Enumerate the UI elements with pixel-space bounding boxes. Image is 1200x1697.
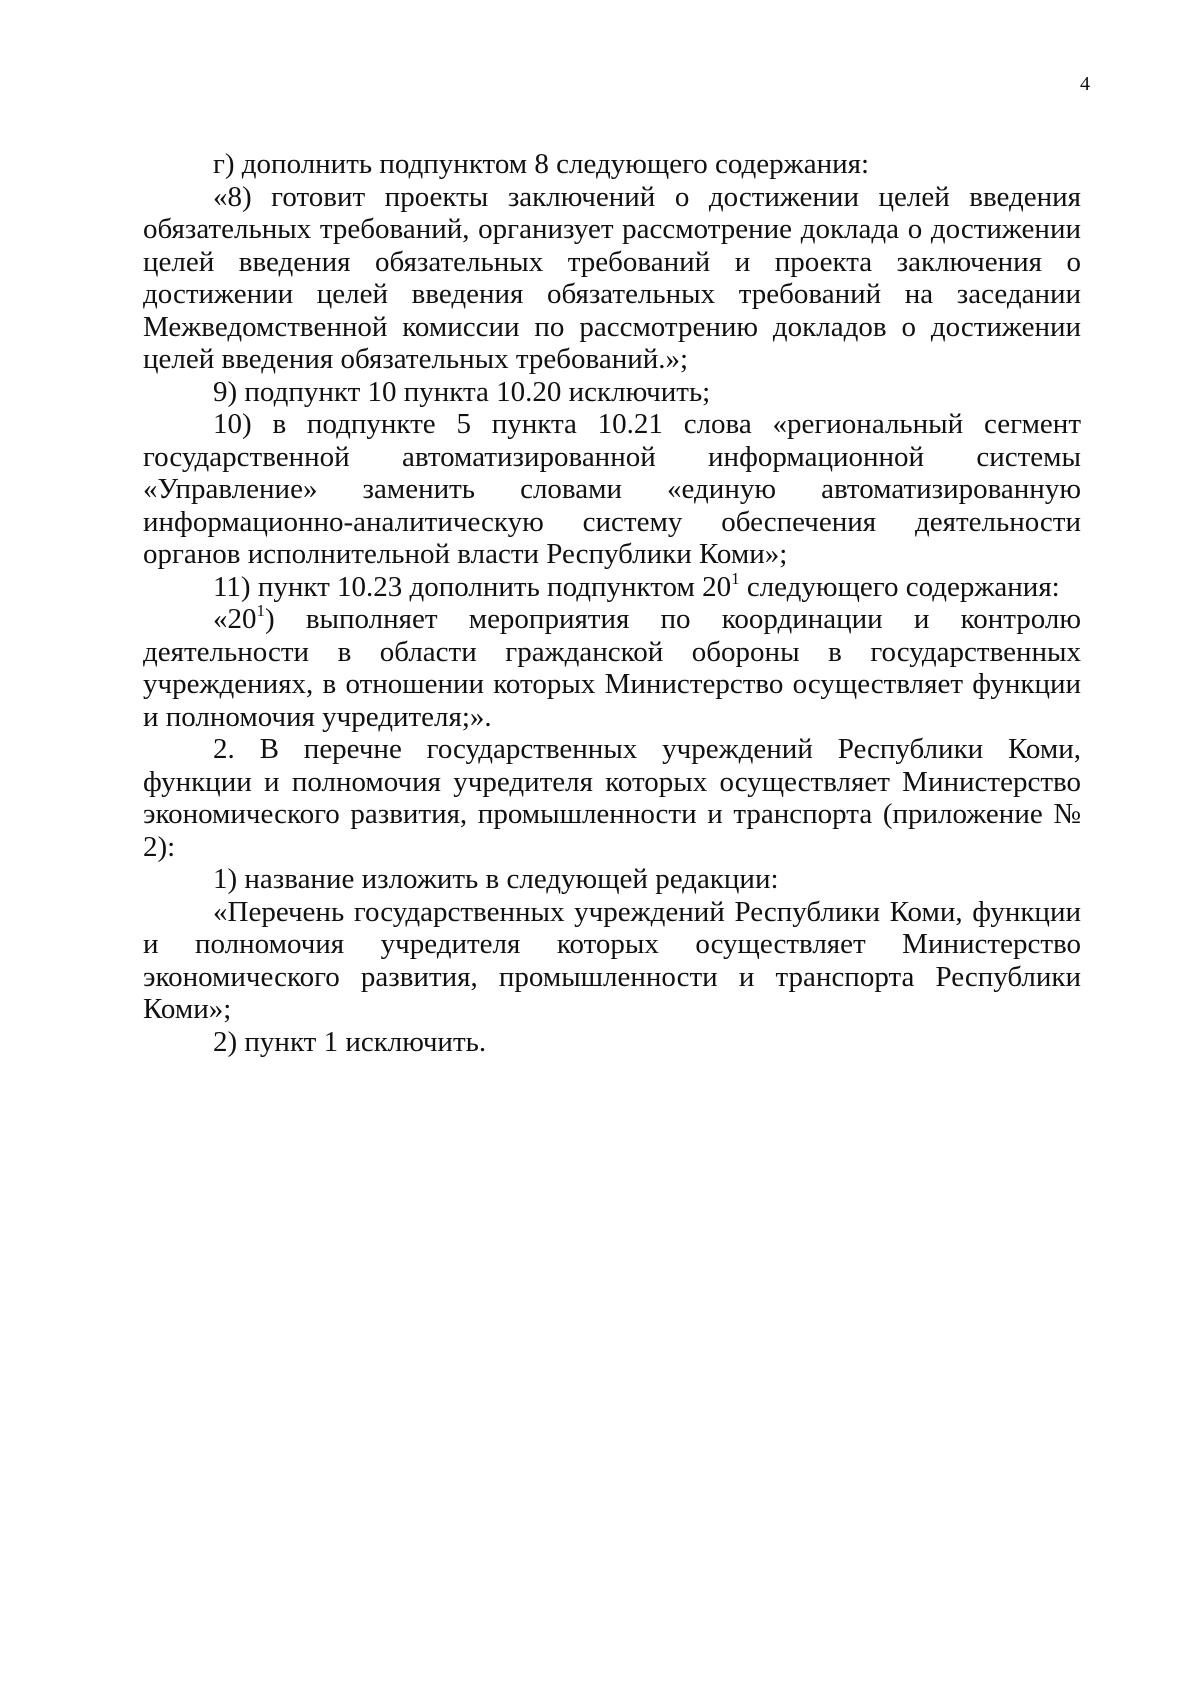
paragraph-quote-20-1-text: ) выполняет мероприятия по координации и контролю деятельности в области гражданской обороны в государственных учреждениях, в отношении которых Министерство осуществляет функции и полномочия учредителя;».	[143, 603, 1081, 733]
paragraph-quote-20-1-start: «20	[213, 603, 257, 635]
paragraph-item-11	[143, 568, 1081, 604]
paragraph-item-11-text: 11) пункт 10.23 дополнить подпунктом 20	[213, 570, 732, 603]
paragraph-subitem-g: г) дополнить подпунктом 8 следующего содержания:	[213, 148, 870, 180]
paragraph-subitem-1: 1) название изложить в следующей редакции:	[213, 863, 779, 895]
paragraph-item-11-text-end: следующего содержания:	[739, 570, 1060, 603]
paragraph-item-2: 2. В перечне государственных учреждений Республики Коми, функции и полномочия учредителя которых осуществляет Министерство экономического развития, промышленности и транспорта (приложение № 2):	[143, 733, 1081, 863]
paragraph-quote-8: «8) готовит проекты заключений о достижении целей введения обязательных требований, организует рассмотрение доклада о достижении целей введения обязательных требований и проекта заключения о достижении целей введения обязательных требований на заседании Межведомственной комиссии по рассмотрению докладов о достижении целей введения обязательных требований.»;	[143, 180, 1081, 375]
paragraph-item-9: 9) подпункт 10 пункта 10.20 исключить;	[213, 375, 711, 408]
page-number: 4	[1080, 73, 1090, 95]
document-body	[143, 148, 1081, 1058]
paragraph-subitem-2: 2) пункт 1 исключить.	[213, 1025, 487, 1058]
paragraph-item-10: 10) в подпункте 5 пункта 10.21 слова «региональный сегмент государственной автоматизированной информационной системы «Управление» заменить словами «единую автоматизированную информационно-аналитическую систему обеспечения деятельности органов исполнительной власти Республики Коми»;	[143, 408, 1081, 570]
superscript-marker: 1	[256, 601, 265, 620]
paragraph-new-title: «Перечень государственных учреждений Республики Коми, функции и полномочия учредителя которых осуществляет Министерство экономического развития, промышленности и транспорта Республики Коми»;	[143, 895, 1081, 1025]
paragraph-quote-20-1	[143, 603, 1081, 733]
superscript-marker: 1	[731, 568, 740, 588]
